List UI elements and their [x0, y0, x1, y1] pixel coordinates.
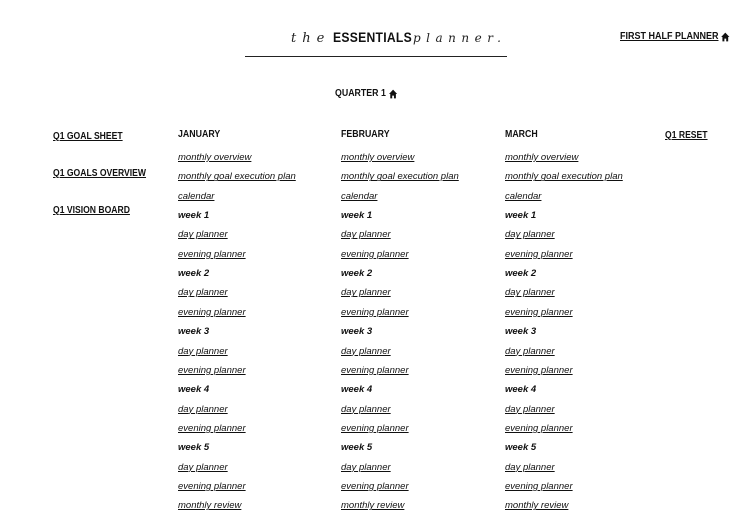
week-label: week 2 [341, 268, 373, 280]
week-label: week 4 [341, 384, 373, 396]
day-planner-link[interactable]: day planner [341, 287, 391, 299]
monthly-review-link[interactable]: monthly review [505, 500, 569, 512]
month-header: JANUARY [178, 129, 221, 140]
planner-brand-title [245, 30, 507, 50]
brand-prefix: the [291, 31, 331, 46]
quarter-label: QUARTER 1 [335, 88, 386, 99]
day-planner-link[interactable]: day planner [341, 403, 391, 415]
monthly-goal-execution-plan-link[interactable]: monthly goal execution plan [178, 171, 296, 183]
day-planner-link[interactable]: day planner [341, 461, 391, 473]
evening-planner-link[interactable]: evening planner [178, 248, 246, 260]
day-planner-link[interactable]: day planner [178, 461, 228, 473]
monthly-overview-link[interactable]: monthly overview [505, 152, 579, 163]
week-label: week 4 [178, 384, 210, 396]
q1-goals-overview-link[interactable]: Q1 GOALS OVERVIEW [53, 168, 147, 179]
q1-vision-board-link[interactable]: Q1 VISION BOARD [53, 205, 130, 216]
week-label: week 1 [178, 210, 210, 222]
week-label: week 1 [341, 210, 373, 222]
evening-planner-link[interactable]: evening planner [341, 248, 409, 260]
brand-main: ESSENTIALS [333, 30, 412, 45]
calendar-link[interactable]: calendar [505, 190, 542, 202]
week-label: week 5 [341, 442, 373, 454]
week-label: week 4 [505, 384, 537, 396]
day-planner-link[interactable]: day planner [178, 345, 228, 357]
evening-planner-link[interactable]: evening planner [178, 480, 246, 492]
monthly-review-link[interactable]: monthly review [341, 500, 405, 512]
evening-planner-link[interactable]: evening planner [178, 364, 246, 376]
week-label: week 3 [505, 326, 537, 338]
monthly-overview-link[interactable]: monthly overview [178, 152, 252, 163]
week-label: week 3 [178, 326, 210, 338]
monthly-review-link[interactable]: monthly review [178, 500, 242, 512]
home-icon [389, 89, 398, 99]
evening-planner-link[interactable]: evening planner [505, 306, 573, 318]
day-planner-link[interactable]: day planner [505, 403, 555, 415]
monthly-goal-execution-plan-link[interactable]: monthly goal execution plan [341, 171, 459, 183]
evening-planner-link[interactable]: evening planner [341, 480, 409, 492]
week-label: week 2 [505, 268, 537, 280]
evening-planner-link[interactable]: evening planner [341, 306, 409, 318]
evening-planner-link[interactable]: evening planner [505, 248, 573, 260]
week-label: week 1 [505, 210, 537, 222]
day-planner-link[interactable]: day planner [505, 287, 555, 299]
quarter-title[interactable] [335, 88, 397, 99]
evening-planner-link[interactable]: evening planner [341, 364, 409, 376]
evening-planner-link[interactable]: evening planner [505, 364, 573, 376]
day-planner-link[interactable]: day planner [178, 229, 228, 241]
monthly-goal-execution-plan-link[interactable]: monthly goal execution plan [505, 171, 623, 183]
evening-planner-link[interactable]: evening planner [341, 422, 409, 434]
month-header: FEBRUARY [341, 129, 390, 140]
day-planner-link[interactable]: day planner [505, 229, 555, 241]
home-icon [721, 32, 730, 42]
q1-goal-sheet-link[interactable]: Q1 GOAL SHEET [53, 131, 123, 142]
calendar-link[interactable]: calendar [178, 190, 215, 202]
evening-planner-link[interactable]: evening planner [505, 422, 573, 434]
first-half-planner-link[interactable] [620, 31, 730, 42]
day-planner-link[interactable]: day planner [178, 403, 228, 415]
week-label: week 5 [178, 442, 210, 454]
evening-planner-link[interactable]: evening planner [178, 422, 246, 434]
week-label: week 3 [341, 326, 373, 338]
first-half-planner-label: FIRST HALF PLANNER [620, 31, 719, 42]
evening-planner-link[interactable]: evening planner [178, 306, 246, 318]
week-label: week 2 [178, 268, 210, 280]
day-planner-link[interactable]: day planner [178, 287, 228, 299]
day-planner-link[interactable]: day planner [505, 461, 555, 473]
day-planner-link[interactable]: day planner [341, 345, 391, 357]
brand-suffix: planner. [413, 31, 507, 45]
day-planner-link[interactable]: day planner [341, 229, 391, 241]
week-label: week 5 [505, 442, 537, 454]
month-header: MARCH [505, 129, 538, 140]
calendar-link[interactable]: calendar [341, 190, 378, 202]
q1-reset-link[interactable]: Q1 RESET [665, 130, 708, 141]
monthly-overview-link[interactable]: monthly overview [341, 152, 415, 163]
brand-divider [245, 56, 507, 57]
evening-planner-link[interactable]: evening planner [505, 480, 573, 492]
day-planner-link[interactable]: day planner [505, 345, 555, 357]
